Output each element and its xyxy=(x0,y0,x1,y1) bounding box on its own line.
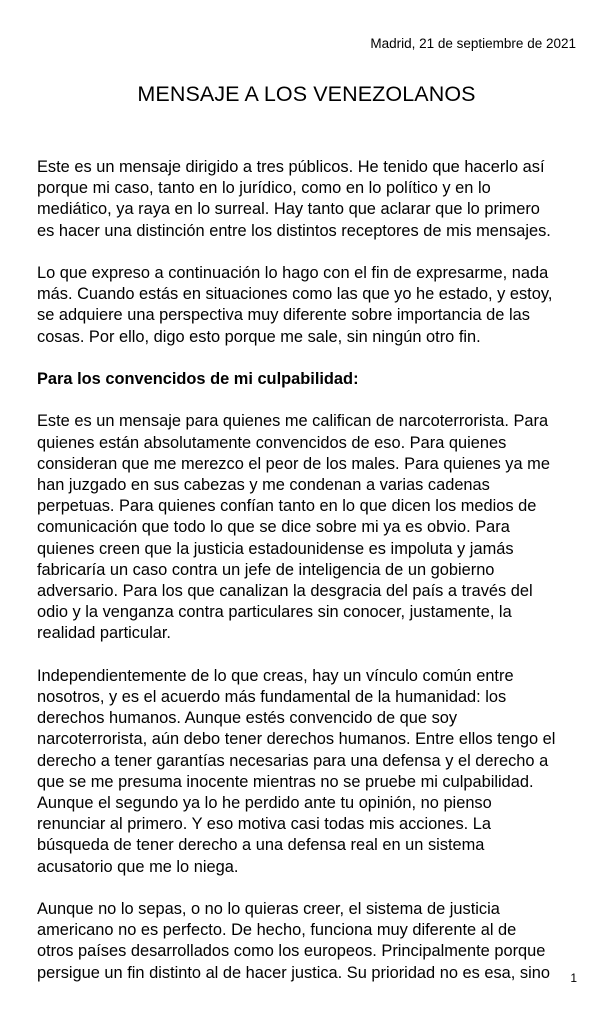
text-line: es hacer una distinción entre los distintos receptores de mis mensajes. xyxy=(37,221,551,240)
text-line: porque mi caso, tanto en lo jurídico, como en lo político y en lo xyxy=(37,179,491,198)
text-line: derecho a tener garantías necesarias para una defensa y el derecho a xyxy=(37,751,549,770)
paragraph-human-rights xyxy=(37,666,582,878)
text-line: quienes están absolutamente convencidos de eso. Para quienes xyxy=(37,433,507,452)
text-line: Este es un mensaje para quienes me califican de narcoterrorista. Para xyxy=(37,412,549,431)
paragraph-addressees xyxy=(37,411,582,644)
text-line: americano no es perfecto. De hecho, funciona muy diferente al de xyxy=(37,921,517,940)
text-line: cosas. Por ello, digo esto porque me sale, sin ningún otro fin. xyxy=(37,327,481,346)
document-date: Madrid, 21 de septiembre de 2021 xyxy=(370,36,576,51)
text-line: Aunque no lo sepas, o no lo quieras creer, el sistema de justicia xyxy=(37,900,500,919)
text-line: mediático, ya raya en lo surreal. Hay tanto que aclarar que lo primero xyxy=(37,200,540,219)
section-heading xyxy=(37,369,582,390)
document-title: MENSAJE A LOS VENEZOLANOS xyxy=(137,82,476,106)
paragraph-purpose xyxy=(37,263,582,348)
text-line: acusatorio que me lo niega. xyxy=(37,857,239,876)
text-line: renunciar al primero. Y eso motiva casi todas mis acciones. La xyxy=(37,815,491,834)
text-line: consideran que me merezco el peor de los males. Para quienes ya me xyxy=(37,454,550,473)
text-line: nosotros, y es el acuerdo más fundamental de la humanidad: los xyxy=(37,688,507,707)
text-line: Este es un mensaje dirigido a tres públicos. He tenido que hacerlo así xyxy=(37,158,545,176)
text-line: Independientemente de lo que creas, hay un vínculo común entre xyxy=(37,666,514,685)
text-line: Aunque el segundo ya lo he perdido ante tu opinión, no pienso xyxy=(37,794,492,813)
text-line: que se me presuma inocente mientras no se pruebe mi culpabilidad. xyxy=(37,772,534,791)
page-number: 1 xyxy=(570,971,577,985)
text-line: Lo que expreso a continuación lo hago con el fin de expresarme, nada xyxy=(37,264,549,282)
text-line: derechos humanos. Aunque estés convencido de que soy xyxy=(37,709,458,728)
text-line: han juzgado en sus cabezas y me condenan a varias cadenas xyxy=(37,476,490,494)
text-line: se adquiere una perspectiva muy diferente sobre importancia de las xyxy=(37,306,530,325)
text-line: persigue un fin distinto al de hacer justica. Su prioridad no es esa, sino xyxy=(37,963,550,982)
paragraph-justice-system xyxy=(37,899,582,984)
text-line: perpetuas. Para quienes confían tanto en lo que dicen los medios de xyxy=(37,497,537,516)
text-line: otros países desarrollados como los europeos. Principalmente porque xyxy=(37,942,546,961)
document-body xyxy=(37,157,582,1005)
text-line: más. Cuando estás en situaciones como las que yo he estado, y estoy, xyxy=(37,285,553,304)
text-line: odio y la venganza contra particulares sin conocer, justamente, la xyxy=(37,603,512,622)
text-line: comunicación que todo lo que se dice sobre mi ya es obvio. Para xyxy=(37,518,510,537)
text-line: realidad particular. xyxy=(37,624,171,643)
text-line: quienes creen que la justicia estadounidense es impoluta y jamás xyxy=(37,539,514,558)
text-line: búsqueda de tener derecho a una defensa real en un sistema xyxy=(37,836,485,855)
section-heading-text: Para los convencidos de mi culpabilidad: xyxy=(37,370,359,388)
text-line: fabricaría un caso contra un jefe de inteligencia de un gobierno xyxy=(37,560,495,579)
text-line: narcoterrorista, aún debo tener derechos humanos. Entre ellos tengo el xyxy=(37,730,556,749)
text-line: adversario. Para los que canalizan la desgracia del país a través del xyxy=(37,582,533,601)
paragraph-intro xyxy=(37,157,582,242)
